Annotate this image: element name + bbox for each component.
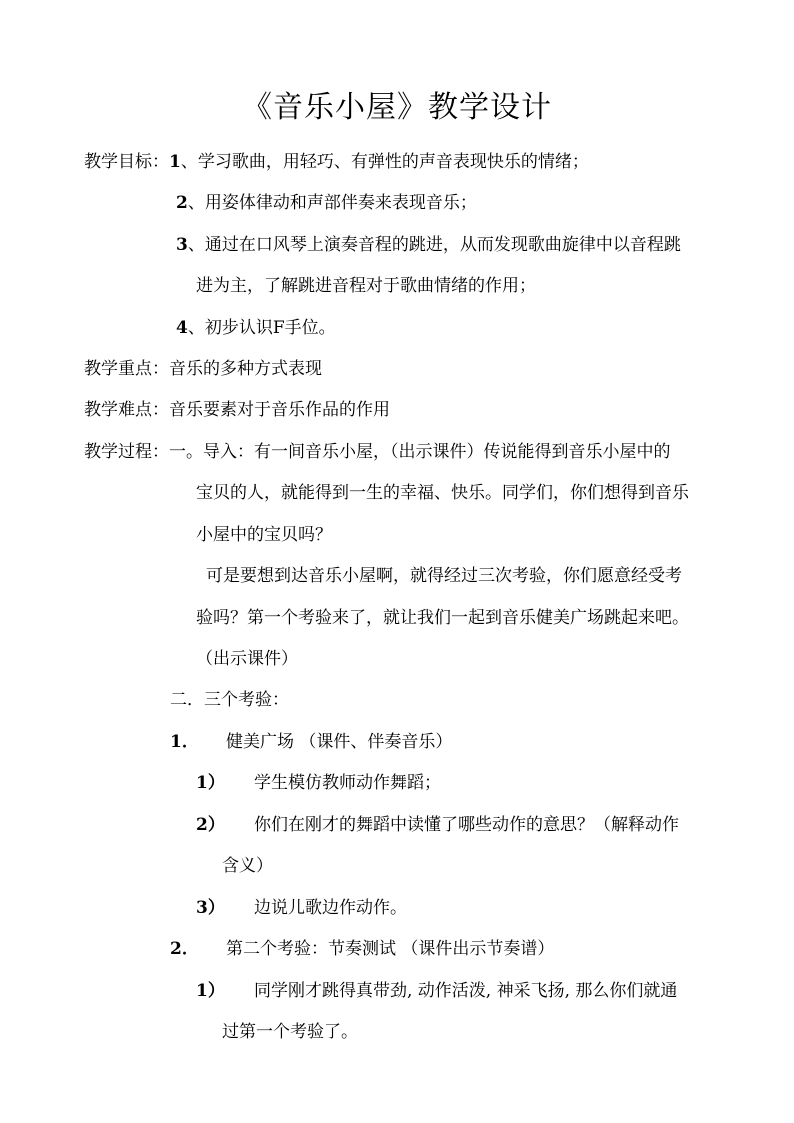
test-2-sub-1: [196, 979, 677, 1003]
test-1-sub-3-number: 3）: [196, 898, 225, 918]
test-1-sub-2: [196, 813, 679, 837]
process-line-1: [84, 440, 671, 464]
objectives-line-4: [176, 316, 336, 340]
test-1-number: 1．: [170, 732, 199, 752]
objectives-line-2: [176, 191, 477, 215]
objective-3-text: 、通过在口风琴上演奏音程的跳进，从而发现歌曲旋律中以音程跳: [187, 235, 681, 255]
objective-1-text: 、学习歌曲，用轻巧、有弹性的声音表现快乐的情绪；: [180, 152, 589, 172]
objective-2-number: 2: [176, 193, 188, 213]
test-2-text: 第二个考验：节奏测试 （课件出示节奏谱）: [226, 939, 555, 959]
key-point-text: 音乐的多种方式表现: [169, 359, 322, 379]
intro-line-3: 小屋中的宝贝吗？: [196, 525, 332, 545]
objectives-line-3: [176, 233, 681, 257]
key-point-label: 教学重点：: [84, 359, 169, 379]
difficulty-text: 音乐要素对于音乐作品的作用: [169, 400, 390, 420]
test-2-sub-1-continuation: 过第一个考验了。: [222, 1022, 358, 1042]
test-1-sub-2-number: 2）: [196, 815, 225, 835]
difficulty-line: [84, 398, 390, 422]
objective-4-number: 4: [176, 318, 188, 338]
test-2-sub-1-number: 1）: [196, 981, 225, 1001]
test-1-sub-3: [196, 896, 407, 920]
intro-line-2: 宝贝的人，就能得到一生的幸福、快乐。同学们，你们想得到音乐: [196, 483, 689, 503]
key-point-line: [84, 357, 322, 381]
intro-line-4: 可是要想到达音乐小屋啊，就得经过三次考验，你们愿意经受考: [206, 566, 682, 586]
test-2-number: 2．: [170, 939, 199, 959]
test-1-sub-1-text: 学生模仿教师动作舞蹈；: [254, 773, 441, 793]
objective-3-continuation: 进为主，了解跳进音程对于歌曲情绪的作用；: [196, 276, 536, 296]
test-2-sub-1-text: 同学刚才跳得真带劲, 动作活泼, 神采飞扬, 那么你们就通: [254, 981, 678, 1001]
objective-1-number: 1: [169, 152, 181, 172]
intro-line-5: 验吗？第一个考验来了，就让我们一起到音乐健美广场跳起来吧。: [196, 608, 689, 628]
objective-3-number: 3: [176, 235, 188, 255]
intro-line-1: 一。导入：有一间音乐小屋，（出示课件）传说能得到音乐小屋中的: [169, 442, 671, 462]
test-1-sub-2-continuation: 含义）: [222, 856, 273, 876]
test-1-sub-1-number: 1）: [196, 773, 225, 793]
objective-4-text: 、初步认识F手位。: [187, 318, 336, 338]
difficulty-label: 教学难点：: [84, 400, 169, 420]
process-label: 教学过程：: [84, 442, 169, 462]
document-title: 《音乐小屋》教学设计: [242, 90, 552, 125]
test-1-sub-3-text: 边说儿歌边作动作。: [254, 898, 407, 918]
section-2-heading: 二．三个考验：: [170, 690, 289, 710]
test-1-text: 健美广场 （课件、伴奏音乐）: [226, 732, 453, 752]
objectives-label: 教学目标：: [84, 152, 169, 172]
test-1-line: [170, 730, 452, 754]
intro-line-6: （出示课件）: [196, 649, 298, 669]
test-1-sub-1: [196, 771, 441, 795]
test-1-sub-2-text: 你们在刚才的舞蹈中读懂了哪些动作的意思？（解释动作: [254, 815, 679, 835]
objective-2-text: 、用姿体律动和声部伴奏来表现音乐；: [187, 193, 477, 213]
objectives-line-1: [84, 150, 589, 174]
test-2-line: [170, 937, 554, 961]
